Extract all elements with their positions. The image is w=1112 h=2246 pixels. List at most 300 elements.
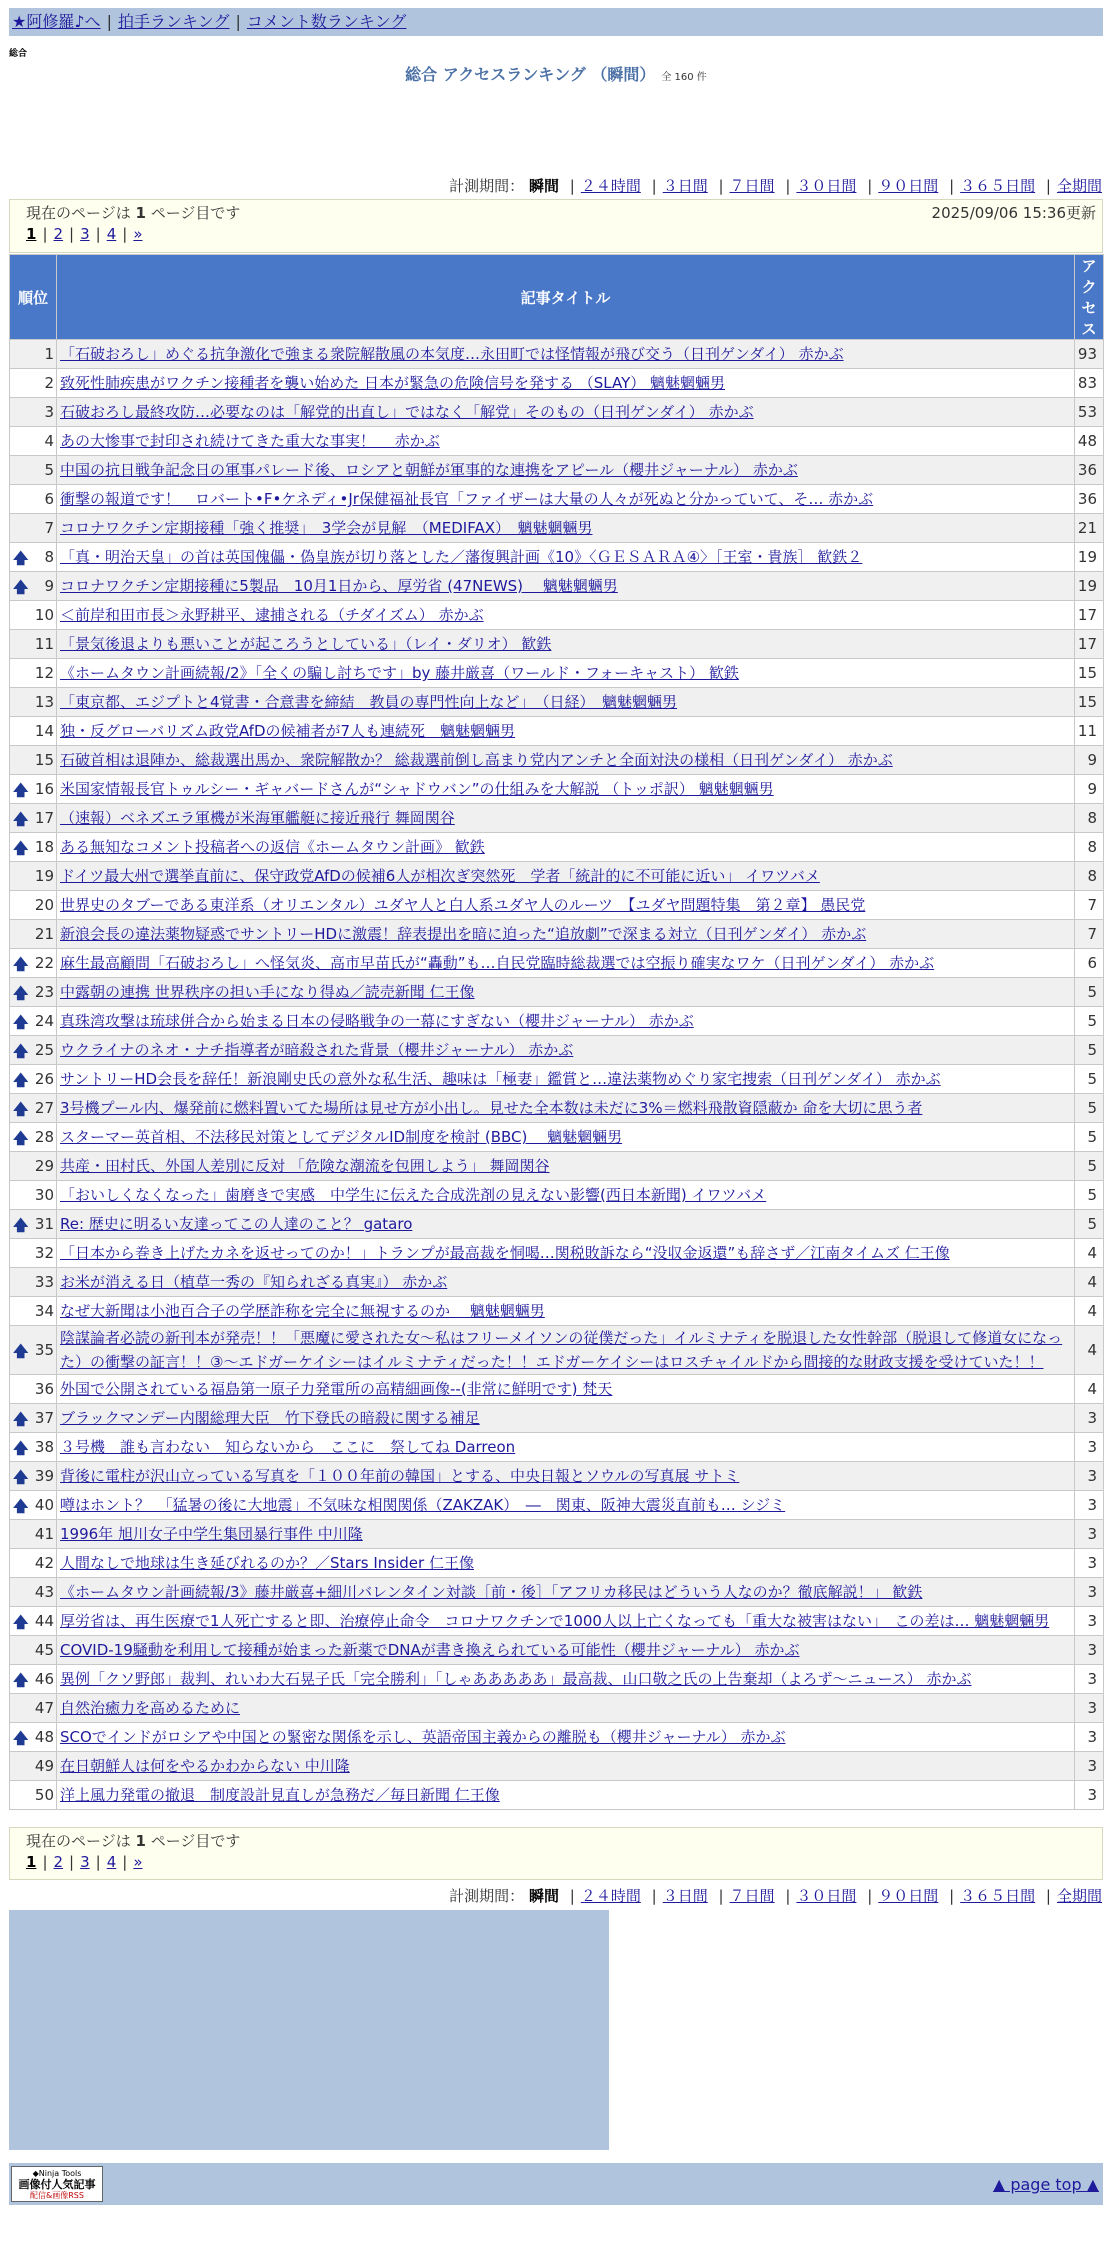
access-count: 8 <box>1075 833 1104 862</box>
access-count: 53 <box>1075 398 1104 427</box>
access-count: 8 <box>1075 862 1104 891</box>
title-cell <box>57 891 1075 920</box>
rank-number: 29 <box>34 1157 54 1175</box>
up-arrow-icon: 🡅 <box>13 1071 29 1089</box>
article-link[interactable]: 「東京都、エジプトと4覚書・合意書を締結 教員の専門性向上など」 （日経） 魑魅魍魎男 <box>60 693 678 711</box>
rank-cell <box>10 630 57 659</box>
table-row <box>10 949 1104 978</box>
article-link[interactable]: 衝撃の報道です！ ロバート•F•ケネディ•Jr保健福祉長官「ファイザーは大量の人々が死ぬと分かっていて、そ… 赤かぶ <box>60 490 874 508</box>
period-30d-link[interactable]: ３０日間 <box>796 1887 857 1905</box>
title-cell <box>57 1433 1075 1462</box>
title-cell <box>57 1268 1075 1297</box>
table-row <box>10 1491 1104 1520</box>
access-count: 3 <box>1075 1781 1104 1810</box>
title-cell <box>57 1239 1075 1268</box>
rank-number: 7 <box>44 519 54 537</box>
up-arrow-icon: 🡅 <box>13 1410 29 1428</box>
article-link[interactable]: サントリーHD会長を辞任！新浪剛史氏の意外な私生活、趣味は「極妻」鑑賞と…違法薬物めぐり家宅捜索（日刊ゲンダイ） 赤かぶ <box>60 1070 941 1088</box>
title-cell <box>57 1723 1075 1752</box>
rank-cell <box>10 1123 57 1152</box>
title-cell <box>57 775 1075 804</box>
article-link[interactable]: 共産・田村氏、外国人差別に反対 「危険な潮流を包囲しよう」 舞岡関谷 <box>60 1157 550 1175</box>
clap-ranking-link[interactable]: 拍手ランキング <box>117 12 230 31</box>
access-count: 5 <box>1075 1094 1104 1123</box>
article-link[interactable]: COVID-19騒動を利用して接種が始まった新薬でDNAが書き換えられている可能性（櫻井ジャーナル） 赤かぶ <box>60 1641 800 1659</box>
rank-number: 16 <box>34 780 54 798</box>
rank-cell <box>10 1636 57 1665</box>
period-24h-link[interactable]: ２４時間 <box>580 1887 641 1905</box>
table-row <box>10 1694 1104 1723</box>
rank-number: 33 <box>34 1273 54 1291</box>
rank-number: 25 <box>34 1041 54 1059</box>
col-access-header: アクセス <box>1075 255 1104 340</box>
access-count: 5 <box>1075 1036 1104 1065</box>
page-top-link[interactable]: ▲ page top ▲ <box>992 2175 1099 2194</box>
ranking-title: 総合 アクセスランキング （瞬間） <box>405 65 656 84</box>
period-3d-link[interactable]: ３日間 <box>662 177 708 195</box>
table-row <box>10 601 1104 630</box>
up-arrow-icon: 🡅 <box>13 839 29 857</box>
period-3d-link[interactable]: ３日間 <box>662 1887 708 1905</box>
article-link[interactable]: 「景気後退よりも悪いことが起ころうとしている」（レイ・ダリオ） 歓鉄 <box>60 635 552 653</box>
article-link[interactable]: 世界史のタブーである東洋系（オリエンタル）ユダヤ人と白人系ユダヤ人のルーツ 【ユダヤ問題特集 第２章】 愚民党 <box>60 896 866 914</box>
period-365d-link[interactable]: ３６５日間 <box>960 177 1036 195</box>
title-cell <box>57 1375 1075 1404</box>
rank-number: 8 <box>44 548 54 566</box>
title-cell <box>57 1520 1075 1549</box>
rank-number: 43 <box>34 1583 54 1601</box>
period-24h-link[interactable]: ２４時間 <box>580 177 641 195</box>
article-link[interactable]: 中国の抗日戦争記念日の軍事パレード後、ロシアと朝鮮が軍事的な連携をアピール（櫻井ジャーナル） 赤かぶ <box>60 461 798 479</box>
rank-number: 17 <box>34 809 54 827</box>
up-arrow-icon: 🡅 <box>13 1439 29 1457</box>
access-count: 48 <box>1075 427 1104 456</box>
rank-number: 13 <box>34 693 54 711</box>
article-link[interactable]: 「日本から巻き上げたカネを返せってのか！」トランプが最高裁を恫喝…関税敗訴なら“没収金返還”も辞さず／江南タイムズ 仁王像 <box>60 1244 950 1262</box>
article-link[interactable]: 石破首相は退陣か、総裁選出馬か、衆院解散か？ 総裁選前倒し高まり党内アンチと全面対決の様相（日刊ゲンダイ） 赤かぶ <box>60 751 893 769</box>
nav-separator: | <box>235 12 241 31</box>
rank-cell <box>10 1491 57 1520</box>
title-cell <box>57 1094 1075 1123</box>
table-row <box>10 1268 1104 1297</box>
title-cell <box>57 1752 1075 1781</box>
title-cell <box>57 1326 1075 1375</box>
rank-number: 28 <box>34 1128 54 1146</box>
title-cell <box>57 804 1075 833</box>
access-count: 5 <box>1075 1210 1104 1239</box>
article-link[interactable]: 噂はホント？ 「猛暑の後に大地震」不気味な相関関係（ZAKZAK） ― 関東、阪神大震災直前も… シジミ <box>60 1496 786 1514</box>
up-arrow-icon: 🡅 <box>13 1729 29 1747</box>
article-link[interactable]: スターマー英首相、不法移民対策としてデジタルID制度を検討 (BBC) 魑魅魍魎男 <box>60 1128 623 1146</box>
col-title-header: 記事タイトル <box>57 255 1075 340</box>
rank-cell <box>10 1268 57 1297</box>
up-arrow-icon: 🡅 <box>13 1129 29 1147</box>
rank-number: 19 <box>34 867 54 885</box>
period-selector-top: 計測期間： 瞬間 | ２４時間 | ３日間 | ７日間 | ３０日間 | ９０日間 | ３６５日間 | 全期間 <box>449 177 1102 195</box>
article-link[interactable]: 《ホームタウン計画続報/2》「全くの騙し討ちです」by 藤井厳喜（ワールド・フォーキャスト） 歓鉄 <box>60 664 739 682</box>
footer-bar <box>9 2163 1103 2205</box>
table-row <box>10 862 1104 891</box>
table-row <box>10 1433 1104 1462</box>
rank-cell <box>10 1404 57 1433</box>
access-count: 4 <box>1075 1326 1104 1375</box>
table-row <box>10 1152 1104 1181</box>
article-link[interactable]: ３号機 誰も言わない 知らないから ここに 祭してね Darreon <box>60 1438 516 1456</box>
table-row <box>10 398 1104 427</box>
title-cell <box>57 1297 1075 1326</box>
category-label: 総合 <box>9 49 28 59</box>
table-row <box>10 717 1104 746</box>
pager-bottom: 1 | 2 | 3 | 4 | » <box>26 1853 143 1871</box>
rank-cell <box>10 746 57 775</box>
col-rank-header: 順位 <box>10 255 57 340</box>
access-count: 19 <box>1075 543 1104 572</box>
table-row <box>10 833 1104 862</box>
title-cell <box>57 456 1075 485</box>
table-row <box>10 1297 1104 1326</box>
page-title <box>0 62 1112 85</box>
article-link[interactable]: 真珠湾攻撃は琉球併合から始まる日本の侵略戦争の一幕にすぎない（櫻井ジャーナル） 赤かぶ <box>60 1012 694 1030</box>
access-count: 3 <box>1075 1549 1104 1578</box>
article-link[interactable]: なぜ大新聞は小池百合子の学歴詐称を完全に無視するのか 魑魅魍魎男 <box>60 1302 545 1320</box>
article-link[interactable]: ウクライナのネオ・ナチ指導者が暗殺された背景（櫻井ジャーナル） 赤かぶ <box>60 1041 574 1059</box>
rank-cell <box>10 1094 57 1123</box>
rank-number: 3 <box>44 403 54 421</box>
table-row <box>10 1549 1104 1578</box>
pager-link-2[interactable]: 2 <box>53 1853 64 1871</box>
access-count: 3 <box>1075 1752 1104 1781</box>
rank-cell <box>10 1520 57 1549</box>
title-cell <box>57 1007 1075 1036</box>
title-cell <box>57 862 1075 891</box>
article-link[interactable]: 厚労省は、再生医療で1人死亡すると即、治療停止命令 コロナワクチンで1000人以上亡くなっても「重大な被害はない」 この差は… 魑魅魍魎男 <box>60 1612 1050 1630</box>
article-link[interactable]: 《ホームタウン計画続報/3》藤井厳喜+細川バレンタイン対談［前・後］「アフリカ移民はどういう人なのか？徹底解説！」 歓鉄 <box>60 1583 923 1601</box>
rank-number: 21 <box>34 925 54 943</box>
article-link[interactable]: 1996年 旭川女子中学生集団暴行事件 中川隆 <box>60 1525 363 1543</box>
rank-cell <box>10 1007 57 1036</box>
table-row <box>10 630 1104 659</box>
pager-link-3[interactable]: 3 <box>80 1853 90 1871</box>
table-row <box>10 1723 1104 1752</box>
table-row <box>10 804 1104 833</box>
title-cell <box>57 1781 1075 1810</box>
table-row <box>10 659 1104 688</box>
up-arrow-icon: 🡅 <box>13 1613 29 1631</box>
access-count: 3 <box>1075 1723 1104 1752</box>
title-cell <box>57 1065 1075 1094</box>
article-link[interactable]: 「真・明治天皇」の首は英国傀儡・偽皇族が切り落とした／藩復興計画《10》〈ＧＥＳＡＲＡ④〉［王室・貴族］ 歓鉄２ <box>60 548 863 566</box>
pager-link-4[interactable]: 4 <box>106 225 117 243</box>
rank-number: 39 <box>34 1467 54 1485</box>
rank-cell <box>10 1239 57 1268</box>
rank-cell <box>10 1210 57 1239</box>
rank-cell <box>10 920 57 949</box>
table-row <box>10 775 1104 804</box>
rank-cell <box>10 369 57 398</box>
title-cell <box>57 1181 1075 1210</box>
access-count: 3 <box>1075 1578 1104 1607</box>
period-all-link[interactable]: 全期間 <box>1056 177 1102 195</box>
article-link[interactable]: 3号機プール内、爆発前に燃料置いてた場所は見せ方が小出し。見せた全本数は未だに3%＝燃料飛散資隠蔽か 命を大切に思う者 <box>60 1099 923 1117</box>
rank-number: 49 <box>34 1757 54 1775</box>
pager-link-4[interactable]: 4 <box>106 1853 117 1871</box>
rank-number: 5 <box>44 461 54 479</box>
table-row <box>10 1578 1104 1607</box>
rank-number: 42 <box>34 1554 54 1572</box>
table-row <box>10 1326 1104 1375</box>
rank-cell <box>10 1297 57 1326</box>
title-cell <box>57 1152 1075 1181</box>
table-row <box>10 688 1104 717</box>
title-cell <box>57 978 1075 1007</box>
period-365d-link[interactable]: ３６５日間 <box>960 1887 1036 1905</box>
period-label: 計測期間： <box>449 1887 525 1905</box>
article-link[interactable]: SCOでインドがロシアや中国との緊密な関係を示し、英語帝国主義からの離脱も（櫻井ジャーナル） 赤かぶ <box>60 1728 786 1746</box>
access-count: 3 <box>1075 1607 1104 1636</box>
title-cell <box>57 601 1075 630</box>
rank-cell <box>10 1723 57 1752</box>
rank-number: 12 <box>34 664 54 682</box>
pager-next[interactable]: » <box>133 225 143 243</box>
access-count: 3 <box>1075 1636 1104 1665</box>
table-row <box>10 1181 1104 1210</box>
rank-cell <box>10 1607 57 1636</box>
rank-cell <box>10 1152 57 1181</box>
rank-cell <box>10 1433 57 1462</box>
article-link[interactable]: あの大惨事で封印され続けてきた重大な事実！ 赤かぶ <box>60 432 440 450</box>
table-row <box>10 920 1104 949</box>
period-label: 計測期間： <box>449 177 525 195</box>
current-page-text: 現在のページは 1 ページ目です <box>26 1832 241 1850</box>
rank-cell <box>10 1665 57 1694</box>
rank-cell <box>10 1036 57 1065</box>
rank-number: 14 <box>34 722 54 740</box>
access-count: 5 <box>1075 1007 1104 1036</box>
title-cell <box>57 1491 1075 1520</box>
rank-number: 38 <box>34 1438 54 1456</box>
table-row <box>10 1210 1104 1239</box>
table-row <box>10 340 1104 369</box>
period-90d-link[interactable]: ９０日間 <box>878 177 939 195</box>
pager-next[interactable]: » <box>133 1853 143 1871</box>
table-row <box>10 485 1104 514</box>
article-link[interactable]: Re: 歴史に明るい友達ってこの人達のこと？ gataro <box>60 1215 413 1233</box>
article-link[interactable]: 人間なしで地球は生き延びれるのか？／Stars Insider 仁王像 <box>60 1554 474 1572</box>
top-nav <box>9 8 1103 36</box>
article-link[interactable]: 陰謀論者必読の新刊本が発売！！「悪魔に愛された女〜私はフリーメイソンの従僕だった」イルミナティを脱退した女性幹部（脱退して修道女になった）の衝撃の証言！！③〜エドガーケイシーはイルミナティだった！！エドガーケイシーはロスチャイルドから間接的な財政支援を受けていた！！ <box>60 1329 1063 1371</box>
pager-current: 1 <box>26 225 37 243</box>
table-row <box>10 427 1104 456</box>
rank-number: 36 <box>34 1380 54 1398</box>
pager-link-2[interactable]: 2 <box>53 225 64 243</box>
period-30d-link[interactable]: ３０日間 <box>796 177 857 195</box>
table-row <box>10 1607 1104 1636</box>
title-cell <box>57 485 1075 514</box>
access-count: 15 <box>1075 659 1104 688</box>
access-count: 15 <box>1075 688 1104 717</box>
table-row <box>10 1665 1104 1694</box>
title-cell <box>57 1636 1075 1665</box>
rank-number: 30 <box>34 1186 54 1204</box>
rank-number: 20 <box>34 896 54 914</box>
article-link[interactable]: 在日朝鮮人は何をやるかわからない 中川隆 <box>60 1757 350 1775</box>
article-link[interactable]: コロナワクチン定期接種に5製品 10月1日から、厚労省 (47NEWS) 魑魅魍魎男 <box>60 577 618 595</box>
rank-number: 32 <box>34 1244 54 1262</box>
period-7d-link[interactable]: ７日間 <box>729 1887 775 1905</box>
access-count: 5 <box>1075 978 1104 1007</box>
article-link[interactable]: お米が消える日（植草一秀の『知られざる真実』） 赤かぶ <box>60 1273 448 1291</box>
access-count: 11 <box>1075 717 1104 746</box>
access-count: 5 <box>1075 1065 1104 1094</box>
current-page-text: 現在のページは 1 ページ目です <box>26 204 241 222</box>
rank-number: 1 <box>44 345 54 363</box>
ad-placeholder <box>9 1910 609 2150</box>
rank-number: 4 <box>44 432 54 450</box>
rank-cell <box>10 1781 57 1810</box>
up-arrow-icon: 🡅 <box>13 984 29 1002</box>
title-cell <box>57 659 1075 688</box>
article-link[interactable]: ＜前岸和田市長＞永野耕平、逮捕される（チダイズム） 赤かぶ <box>60 606 484 624</box>
nav-separator: | <box>106 12 112 31</box>
title-cell <box>57 543 1075 572</box>
rank-number: 34 <box>34 1302 54 1320</box>
home-link[interactable]: ★阿修羅♪へ <box>12 12 101 31</box>
access-count: 9 <box>1075 746 1104 775</box>
access-count: 36 <box>1075 485 1104 514</box>
rank-number: 22 <box>34 954 54 972</box>
article-link[interactable]: 異例「クソ野郎」裁判、れいわ大石晃子氏「完全勝利」「しゃあああああ」最高裁、山口敬之氏の上告棄却（よろず〜ニュース） 赤かぶ <box>60 1670 972 1688</box>
article-link[interactable]: 麻生最高顧問「石破おろし」へ怪気炎、高市早苗氏が“轟動”も…自民党臨時総裁選では空振り確実なワケ（日刊ゲンダイ） 赤かぶ <box>60 954 935 972</box>
access-count: 83 <box>1075 369 1104 398</box>
rank-number: 45 <box>34 1641 54 1659</box>
rank-number: 6 <box>44 490 54 508</box>
up-arrow-icon: 🡅 <box>13 1042 29 1060</box>
pager-current: 1 <box>26 1853 37 1871</box>
rank-cell <box>10 978 57 1007</box>
access-count: 17 <box>1075 601 1104 630</box>
access-count: 4 <box>1075 1375 1104 1404</box>
title-cell <box>57 572 1075 601</box>
article-link[interactable]: 外国で公開されている福島第一原子力発電所の高精細画像--(非常に鮮明です) 梵天 <box>60 1380 613 1398</box>
article-link[interactable]: 自然治癒力を高めるために <box>60 1699 241 1717</box>
article-link[interactable]: ある無知なコメント投稿者への返信《ホームタウン計画》 歓鉄 <box>60 838 485 856</box>
rank-cell <box>10 775 57 804</box>
article-link[interactable]: ドイツ最大州で選挙直前に、保守政党AfDの候補6人が相次ぎ突然死 学者「統計的に不可能に近い」 イワツバメ <box>60 867 820 885</box>
comment-ranking-link[interactable]: コメント数ランキング <box>246 12 407 31</box>
rank-number: 24 <box>34 1012 54 1030</box>
article-link[interactable]: 「おいしくなくなった」歯磨きで実感 中学生に伝えた合成洗剤の見えない影響(西日本新聞) イワツバメ <box>60 1186 767 1204</box>
up-arrow-icon: 🡅 <box>13 1497 29 1515</box>
rank-number: 44 <box>34 1612 54 1630</box>
rank-cell <box>10 659 57 688</box>
article-link[interactable]: 背後に電柱が沢山立っている写真を「１００年前の韓国」とする、中央日報とソウルの写真展 サトミ <box>60 1467 740 1485</box>
article-link[interactable]: 中露朝の連携 世界秩序の担い手になり得ぬ／読売新聞 仁王像 <box>60 983 475 1001</box>
rank-number: 9 <box>44 577 54 595</box>
access-count: 5 <box>1075 1152 1104 1181</box>
rank-cell <box>10 340 57 369</box>
up-arrow-icon: 🡅 <box>13 781 29 799</box>
title-cell <box>57 398 1075 427</box>
rank-cell <box>10 485 57 514</box>
rank-cell <box>10 804 57 833</box>
article-link[interactable]: （速報）ベネズエラ軍機が米海軍艦艇に接近飛行 舞岡関谷 <box>60 809 455 827</box>
table-row <box>10 543 1104 572</box>
period-all-link[interactable]: 全期間 <box>1056 1887 1102 1905</box>
title-cell <box>57 688 1075 717</box>
title-cell <box>57 1578 1075 1607</box>
rank-number: 41 <box>34 1525 54 1543</box>
page-info-bottom <box>9 1827 1103 1880</box>
table-row <box>10 1007 1104 1036</box>
pager-top: 1 | 2 | 3 | 4 | » <box>26 225 143 243</box>
access-count: 17 <box>1075 630 1104 659</box>
rank-cell <box>10 1694 57 1723</box>
article-link[interactable]: 「石破おろし」めぐる抗争激化で強まる衆院解散風の本気度…永田町では怪情報が飛び交う（日刊ゲンダイ） 赤かぶ <box>60 345 844 363</box>
rank-number: 40 <box>34 1496 54 1514</box>
access-count: 9 <box>1075 775 1104 804</box>
rank-number: 18 <box>34 838 54 856</box>
access-count: 19 <box>1075 572 1104 601</box>
up-arrow-icon: 🡅 <box>13 549 29 567</box>
rank-number: 15 <box>34 751 54 769</box>
rank-cell <box>10 572 57 601</box>
period-selector-bottom: 計測期間： 瞬間 | ２４時間 | ３日間 | ７日間 | ３０日間 | ９０日間 | ３６５日間 | 全期間 <box>449 1887 1102 1905</box>
title-cell <box>57 920 1075 949</box>
table-row <box>10 1375 1104 1404</box>
pager-link-3[interactable]: 3 <box>80 225 90 243</box>
rank-cell <box>10 891 57 920</box>
up-arrow-icon: 🡅 <box>13 1100 29 1118</box>
article-link[interactable]: 独・反グローバリズム政党AfDの候補者が7人も連続死 魑魅魍魎男 <box>60 722 516 740</box>
article-link[interactable]: ブラックマンデー内閣総理大臣 竹下登氏の暗殺に関する補足 <box>60 1409 480 1427</box>
table-row <box>10 1462 1104 1491</box>
rank-cell <box>10 1375 57 1404</box>
access-count: 8 <box>1075 804 1104 833</box>
rank-cell <box>10 398 57 427</box>
article-link[interactable]: 石破おろし最終攻防…必要なのは「解党的出直し」ではなく「解党」そのもの（日刊ゲンダイ） 赤かぶ <box>60 403 754 421</box>
table-row <box>10 514 1104 543</box>
rank-cell <box>10 1326 57 1375</box>
title-cell <box>57 1462 1075 1491</box>
article-link[interactable]: 新浪会長の違法薬物疑惑でサントリーHDに激震！辞表提出を暗に迫った“追放劇”で深まる対立（日刊ゲンダイ） 赤かぶ <box>60 925 867 943</box>
rank-number: 48 <box>34 1728 54 1746</box>
title-cell <box>57 340 1075 369</box>
title-cell <box>57 1404 1075 1433</box>
article-link[interactable]: コロナワクチン定期接種「強く推奨」 3学会が見解 （MEDIFAX） 魑魅魍魎男 <box>60 519 593 537</box>
title-cell <box>57 1665 1075 1694</box>
article-link[interactable]: 洋上風力発電の撤退 制度設計見直しが急務だ／毎日新聞 仁王像 <box>60 1786 500 1804</box>
rank-cell <box>10 1181 57 1210</box>
up-arrow-icon: 🡅 <box>13 1216 29 1234</box>
table-row <box>10 572 1104 601</box>
period-7d-link[interactable]: ７日間 <box>729 177 775 195</box>
table-row <box>10 456 1104 485</box>
page-info-top <box>9 199 1103 253</box>
table-row <box>10 1752 1104 1781</box>
title-cell <box>57 1210 1075 1239</box>
rank-cell <box>10 456 57 485</box>
article-link[interactable]: 米国家情報長官トゥルシー・ギャバードさんが“シャドウバン”の仕組みを大解説 （トッポ訳） 魑魅魍魎男 <box>60 780 774 798</box>
rank-cell <box>10 1549 57 1578</box>
ninja-tools-logo[interactable]: ◆Ninja Tools 画像付人気記事 配信&画像RSS <box>11 2166 103 2202</box>
rank-number: 35 <box>34 1341 54 1359</box>
access-count: 3 <box>1075 1404 1104 1433</box>
up-arrow-icon: 🡅 <box>13 1468 29 1486</box>
table-row <box>10 1520 1104 1549</box>
article-link[interactable]: 致死性肺疾患がワクチン接種者を襲い始めた 日本が緊急の危険信号を発する （SLAY） 魑魅魍魎男 <box>60 374 726 392</box>
period-90d-link[interactable]: ９０日間 <box>878 1887 939 1905</box>
rank-number: 11 <box>34 635 54 653</box>
